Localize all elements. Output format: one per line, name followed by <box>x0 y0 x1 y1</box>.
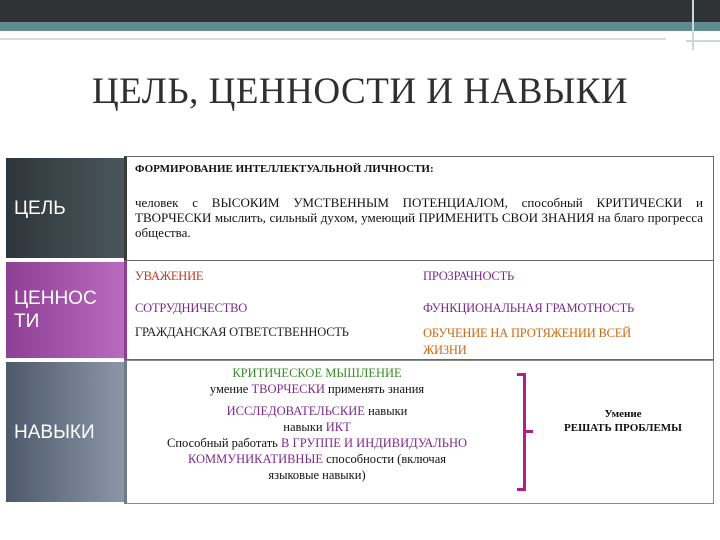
skill-research-word: ИССЛЕДОВАТЕЛЬСКИЕ <box>226 404 365 418</box>
values-label <box>6 262 124 358</box>
top-bar <box>0 0 720 22</box>
skill-group <box>127 435 507 451</box>
skill-critical-thinking: КРИТИЧЕСКОЕ МЫШЛЕНИЕ <box>232 366 402 380</box>
skill-creative-suffix: применять знания <box>324 382 425 396</box>
value-transparency: ПРОЗРАЧНОСТЬ <box>423 269 514 283</box>
skill-communicative-suffix: способности (включая <box>323 452 446 466</box>
goal-label <box>6 158 124 258</box>
value-functional-literacy: ФУНКЦИОНАЛЬНАЯ ГРАМОТНОСТЬ <box>423 301 634 315</box>
value-lifelong-learning <box>423 325 631 359</box>
value-cooperation: СОТРУДНИЧЕСТВО <box>135 301 248 315</box>
goal-label-text: ЦЕЛЬ <box>14 197 66 219</box>
skill-ict <box>127 419 507 435</box>
skills-list <box>127 365 507 483</box>
values-label-line1: ЦЕННОС <box>14 288 97 309</box>
value-lifelong-learning-line2: ЖИЗНИ <box>423 343 467 357</box>
skill-communicative-word: КОММУНИКАТИВНЫЕ <box>187 452 324 466</box>
top-accent-bar <box>0 22 720 31</box>
goal-text: человек с ВЫСОКИМ УМСТВЕННЫМ ПОТЕНЦИАЛОМ, способный КРИТИЧЕСКИ и ТВОРЧЕСКИ мыслить, сильный духом, умеющий ПРИМЕНИТЬ СВОИ ЗНАНИЯ на благо прогресса общества. <box>135 195 703 240</box>
result-line2: РЕШАТЬ ПРОБЛЕМЫ <box>564 422 682 434</box>
skill-research-suffix: навыки <box>364 404 408 418</box>
skill-ict-word: ИКТ <box>325 420 351 434</box>
skill-ict-prefix: навыки <box>283 420 326 434</box>
slide-title: ЦЕЛЬ, ЦЕННОСТИ И НАВЫКИ <box>91 71 629 112</box>
goal-heading: ФОРМИРОВАНИЕ ИНТЕЛЛЕКТУАЛЬНОЙ ЛИЧНОСТИ: <box>135 163 434 175</box>
skills-panel <box>124 360 714 504</box>
skill-creative-prefix: умение <box>209 382 252 396</box>
corner-decoration <box>686 0 720 50</box>
skill-communicative <box>127 451 507 467</box>
skills-result <box>535 407 711 435</box>
divider-line <box>0 38 666 40</box>
value-lifelong-learning-line1: ОБУЧЕНИЕ НА ПРОТЯЖЕНИИ ВСЕЙ <box>423 326 632 340</box>
skill-group-word: В ГРУППЕ И ИНДИВИДУАЛЬНО <box>281 436 468 450</box>
value-civic-responsibility: ГРАЖДАНСКАЯ ОТВЕТСТВЕННОСТЬ <box>135 325 349 339</box>
skill-creative <box>127 381 507 397</box>
values-label-line2: ТИ <box>14 311 40 332</box>
skills-label-text: НАВЫКИ <box>14 421 95 443</box>
values-panel <box>124 260 714 360</box>
skill-research <box>127 403 507 419</box>
skills-label <box>6 362 124 502</box>
result-line1: Умение <box>604 408 642 420</box>
skill-creative-word: ТВОРЧЕСКИ <box>251 382 325 396</box>
skill-language: языковые навыки) <box>268 468 366 482</box>
skill-group-prefix: Способный работать <box>166 436 282 450</box>
value-respect: УВАЖЕНИЕ <box>135 269 204 283</box>
goal-panel <box>124 156 714 262</box>
curly-bracket-icon <box>517 373 531 491</box>
